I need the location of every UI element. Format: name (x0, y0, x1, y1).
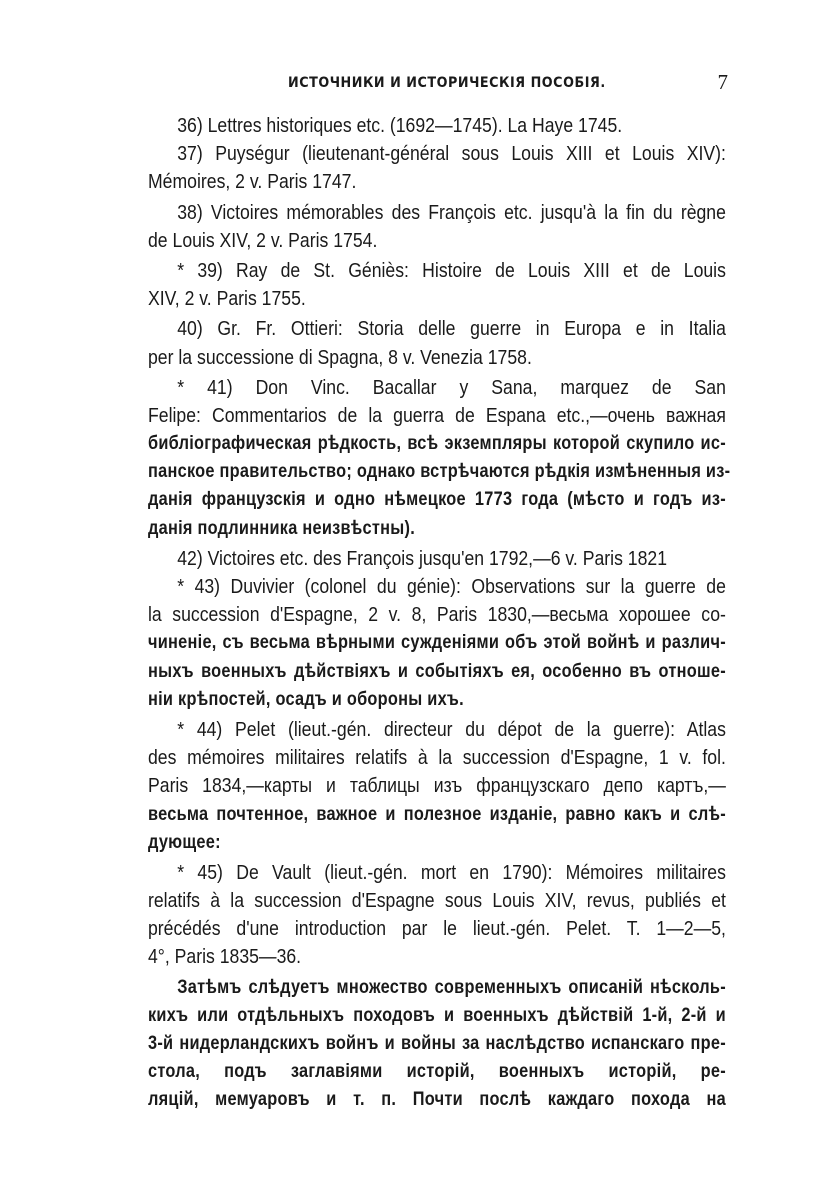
text-line: 42) Victoires etc. des François jusqu'en 1792,—6 v. Paris 1821 (177, 546, 668, 570)
text-line: данія французскія и одно нѣмецкое 1773 года (мѣсто и годъ из- (148, 489, 726, 511)
text-line: 40) Gr. Fr. Ottieri: Storia delle guerre in Europa e in Italia (177, 317, 726, 341)
text-line: * 39) Ray de St. Géniès: Histoire de Louis XIII et de Louis (177, 258, 726, 282)
text-line: 4°, Paris 1835—36. (148, 945, 302, 969)
text-line: précédés d'une introduction par le lieut.-gén. Pelet. T. 1—2—5, (148, 917, 726, 941)
text-line: la succession d'Espagne, 2 v. 8, Paris 1830,—весьма хорошее со- (148, 603, 726, 627)
text-line: Mémoires, 2 v. Paris 1747. (148, 170, 357, 194)
text-line: ніи крѣпостей, осадъ и обороны ихъ. (148, 688, 464, 710)
text-line: relatifs à la succession d'Espagne sous Louis XIV, revus, publiés et (148, 889, 726, 913)
text-line: Paris 1834,—карты и таблицы изъ французскаго депо картъ,— (148, 774, 726, 798)
text-line: * 41) Don Vinc. Bacallar y Sana, marquez de San (177, 375, 726, 399)
page-number: 7 (717, 70, 728, 94)
text-line: библіографическая рѣдкость, всѣ экземпляры которой скупило ис- (148, 433, 726, 455)
text-line: чиненіе, съ весьма вѣрными сужденіями объ этой войнѣ и различ- (148, 632, 726, 654)
text-line: Felipe: Commentarios de la guerra de Espana etc.,—очень важная (148, 403, 726, 427)
page-body (148, 112, 731, 1115)
text-line: данія подлинника неизвѣстны). (148, 517, 416, 539)
text-line: ныхъ военныхъ дѣйствіяхъ и событіяхъ ея, особенно въ отноше- (148, 660, 726, 682)
text-line: Затѣмъ слѣдуетъ множество современныхъ описаній нѣсколь- (177, 976, 726, 998)
text-line: * 45) De Vault (lieut.-gén. mort en 1790): Mémoires militaires (177, 860, 726, 884)
text-line: * 44) Pelet (lieut.-gén. directeur du dépot de la guerre): Atlas (177, 717, 726, 741)
text-line: de Louis XIV, 2 v. Paris 1754. (148, 228, 378, 252)
text-line: 3-й нидерландскихъ войнъ и войны за наслѣдство испанскаго пре- (148, 1033, 726, 1054)
text-line: per la successione di Spagna, 8 v. Venezia 1758. (148, 345, 532, 369)
text-line: стола, подъ заглавіями исторій, военныхъ исторій, ре- (148, 1061, 726, 1083)
text-line: des mémoires militaires relatifs à la succession d'Espagne, 1 v. fol. (148, 746, 726, 770)
text-line: кихъ или отдѣльныхъ походовъ и военныхъ дѣйствій 1-й, 2-й и (148, 1004, 726, 1026)
text-line: 36) Lettres historiques etc. (1692—1745). La Haye 1745. (177, 114, 623, 137)
page-header (148, 70, 728, 97)
text-line: ляцій, мемуаровъ и т. п. Почти послѣ каждаго похода на (148, 1089, 726, 1111)
text-line: 38) Victoires mémorables des François etc. jusqu'à la fin du règne (177, 200, 726, 224)
text-line: XIV, 2 v. Paris 1755. (148, 287, 306, 311)
text-line: весьма почтенное, важное и полезное изданіе, равно какъ и слѣ- (148, 803, 726, 825)
running-head: ИСТОЧНИКИ И ИСТОРИЧЕСКІЯ ПОСОБІЯ. (288, 75, 606, 91)
text-line: * 43) Duvivier (colonel du génie): Observations sur la guerre de (177, 575, 726, 598)
text-line: панское правительство; однако встрѣчаются рѣдкія измѣненныя из- (148, 461, 731, 483)
text-line: 37) Puységur (lieutenant-général sous Louis XIII et Louis XIV): (177, 142, 726, 166)
text-line: дующее: (148, 831, 221, 853)
